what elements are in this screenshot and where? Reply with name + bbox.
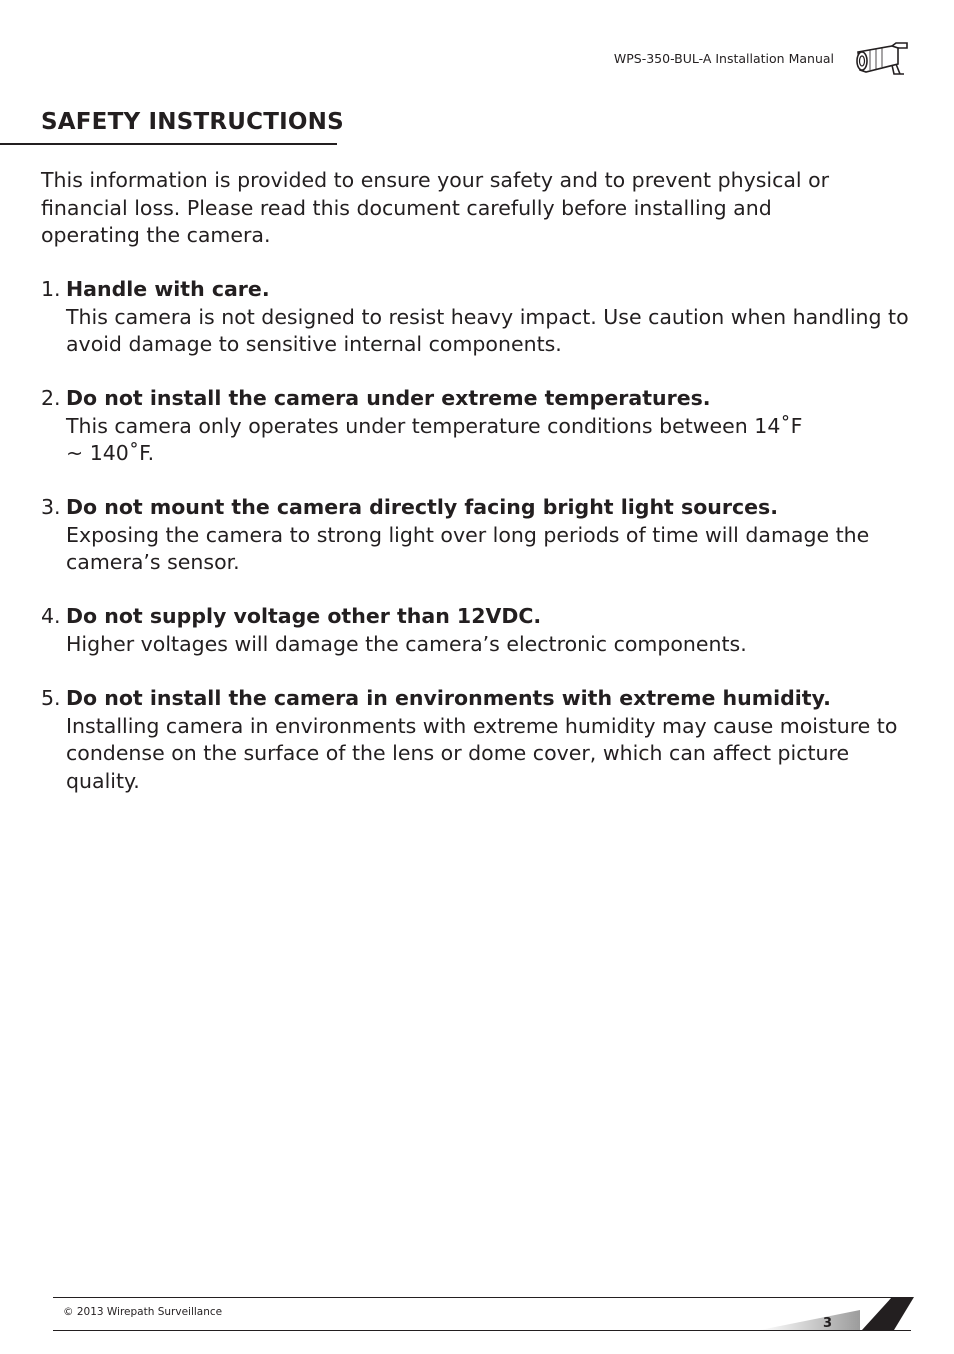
section-heading: SAFETY INSTRUCTIONS: [41, 109, 344, 135]
item-number: 5.: [41, 686, 61, 710]
item-title: Handle with care.: [66, 277, 270, 301]
item-number: 4.: [41, 604, 61, 628]
item-number: 1.: [41, 277, 61, 301]
item-title: Do not mount the camera directly facing bright light sources.: [66, 495, 779, 519]
item-title: Do not install the camera under extreme temperatures.: [66, 386, 711, 410]
item-title: Do not supply voltage other than 12VDC.: [66, 604, 542, 628]
item-description: Higher voltages will damage the camera’s electronic components.: [66, 631, 747, 656]
item-number: 3.: [41, 495, 61, 519]
item-description: This camera only operates under temperature conditions between 14˚F ~ 140˚F.: [66, 413, 803, 465]
item-description: This camera is not designed to resist heavy impact. Use caution when handling to avoid damage to sensitive internal components.: [66, 304, 909, 356]
manual-title: WPS-350-BUL-A Installation Manual: [613, 51, 834, 66]
item-title: Do not install the camera in environments with extreme humidity.: [66, 686, 831, 710]
page-number: 3: [823, 1316, 833, 1331]
intro-paragraph: This information is provided to ensure your safety and to prevent physical or financial loss. Please read this document carefully before installing and operating the camera.: [41, 168, 830, 247]
item-description: Exposing the camera to strong light over long periods of time will damage the camera’s sensor.: [66, 522, 870, 574]
bullet-camera-icon: [852, 42, 908, 76]
item-description: Installing camera in environments with extreme humidity may cause moisture to condense on the surface of the lens or dome cover, which can affect picture quality.: [66, 713, 898, 793]
item-number: 2.: [41, 386, 61, 410]
page-number-tab: [760, 1297, 920, 1331]
heading-underline: [0, 143, 337, 145]
copyright-text: © 2013 Wirepath Surveillance: [63, 1306, 223, 1318]
